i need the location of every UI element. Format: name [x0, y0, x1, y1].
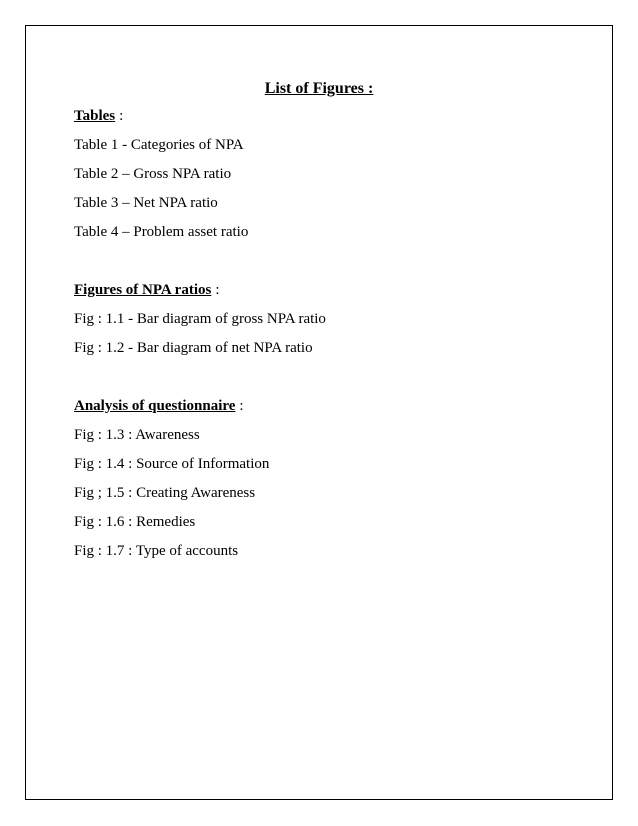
section-heading-colon: :: [215, 282, 220, 298]
section-heading-text: Figures of NPA ratios: [74, 282, 212, 298]
section-heading: [74, 276, 594, 305]
page-title: [0, 80, 638, 98]
list-item: Table 2 – Gross NPA ratio: [74, 166, 232, 182]
page-title-text: List of Figures :: [264, 80, 374, 97]
section-heading-text: Analysis of questionnaire: [74, 398, 236, 414]
list-item: Fig : 1.4 : Source of Information: [74, 456, 270, 472]
section-heading: [74, 102, 594, 131]
list-item: Fig ; 1.5 : Creating Awareness: [74, 485, 256, 501]
list-item: Fig : 1.3 : Awareness: [74, 427, 200, 443]
figure-list: [74, 102, 594, 566]
list-item: Fig : 1.1 - Bar diagram of gross NPA ratio: [74, 311, 326, 327]
section-heading-colon: :: [119, 108, 124, 124]
list-item: Table 3 – Net NPA ratio: [74, 195, 218, 211]
section-heading-text: Tables: [74, 108, 116, 124]
section-heading-colon: :: [239, 398, 244, 414]
list-item: Table 4 – Problem asset ratio: [74, 224, 249, 240]
section-analysis-questionnaire: [74, 392, 594, 566]
list-item: Fig : 1.2 - Bar diagram of net NPA ratio: [74, 340, 313, 356]
section-heading: [74, 392, 594, 421]
list-item: Table 1 - Categories of NPA: [74, 137, 244, 153]
list-item: Fig : 1.6 : Remedies: [74, 514, 196, 530]
section-figures-npa-ratios: [74, 276, 594, 363]
section-tables: [74, 102, 594, 247]
list-item: Fig : 1.7 : Type of accounts: [74, 543, 239, 559]
